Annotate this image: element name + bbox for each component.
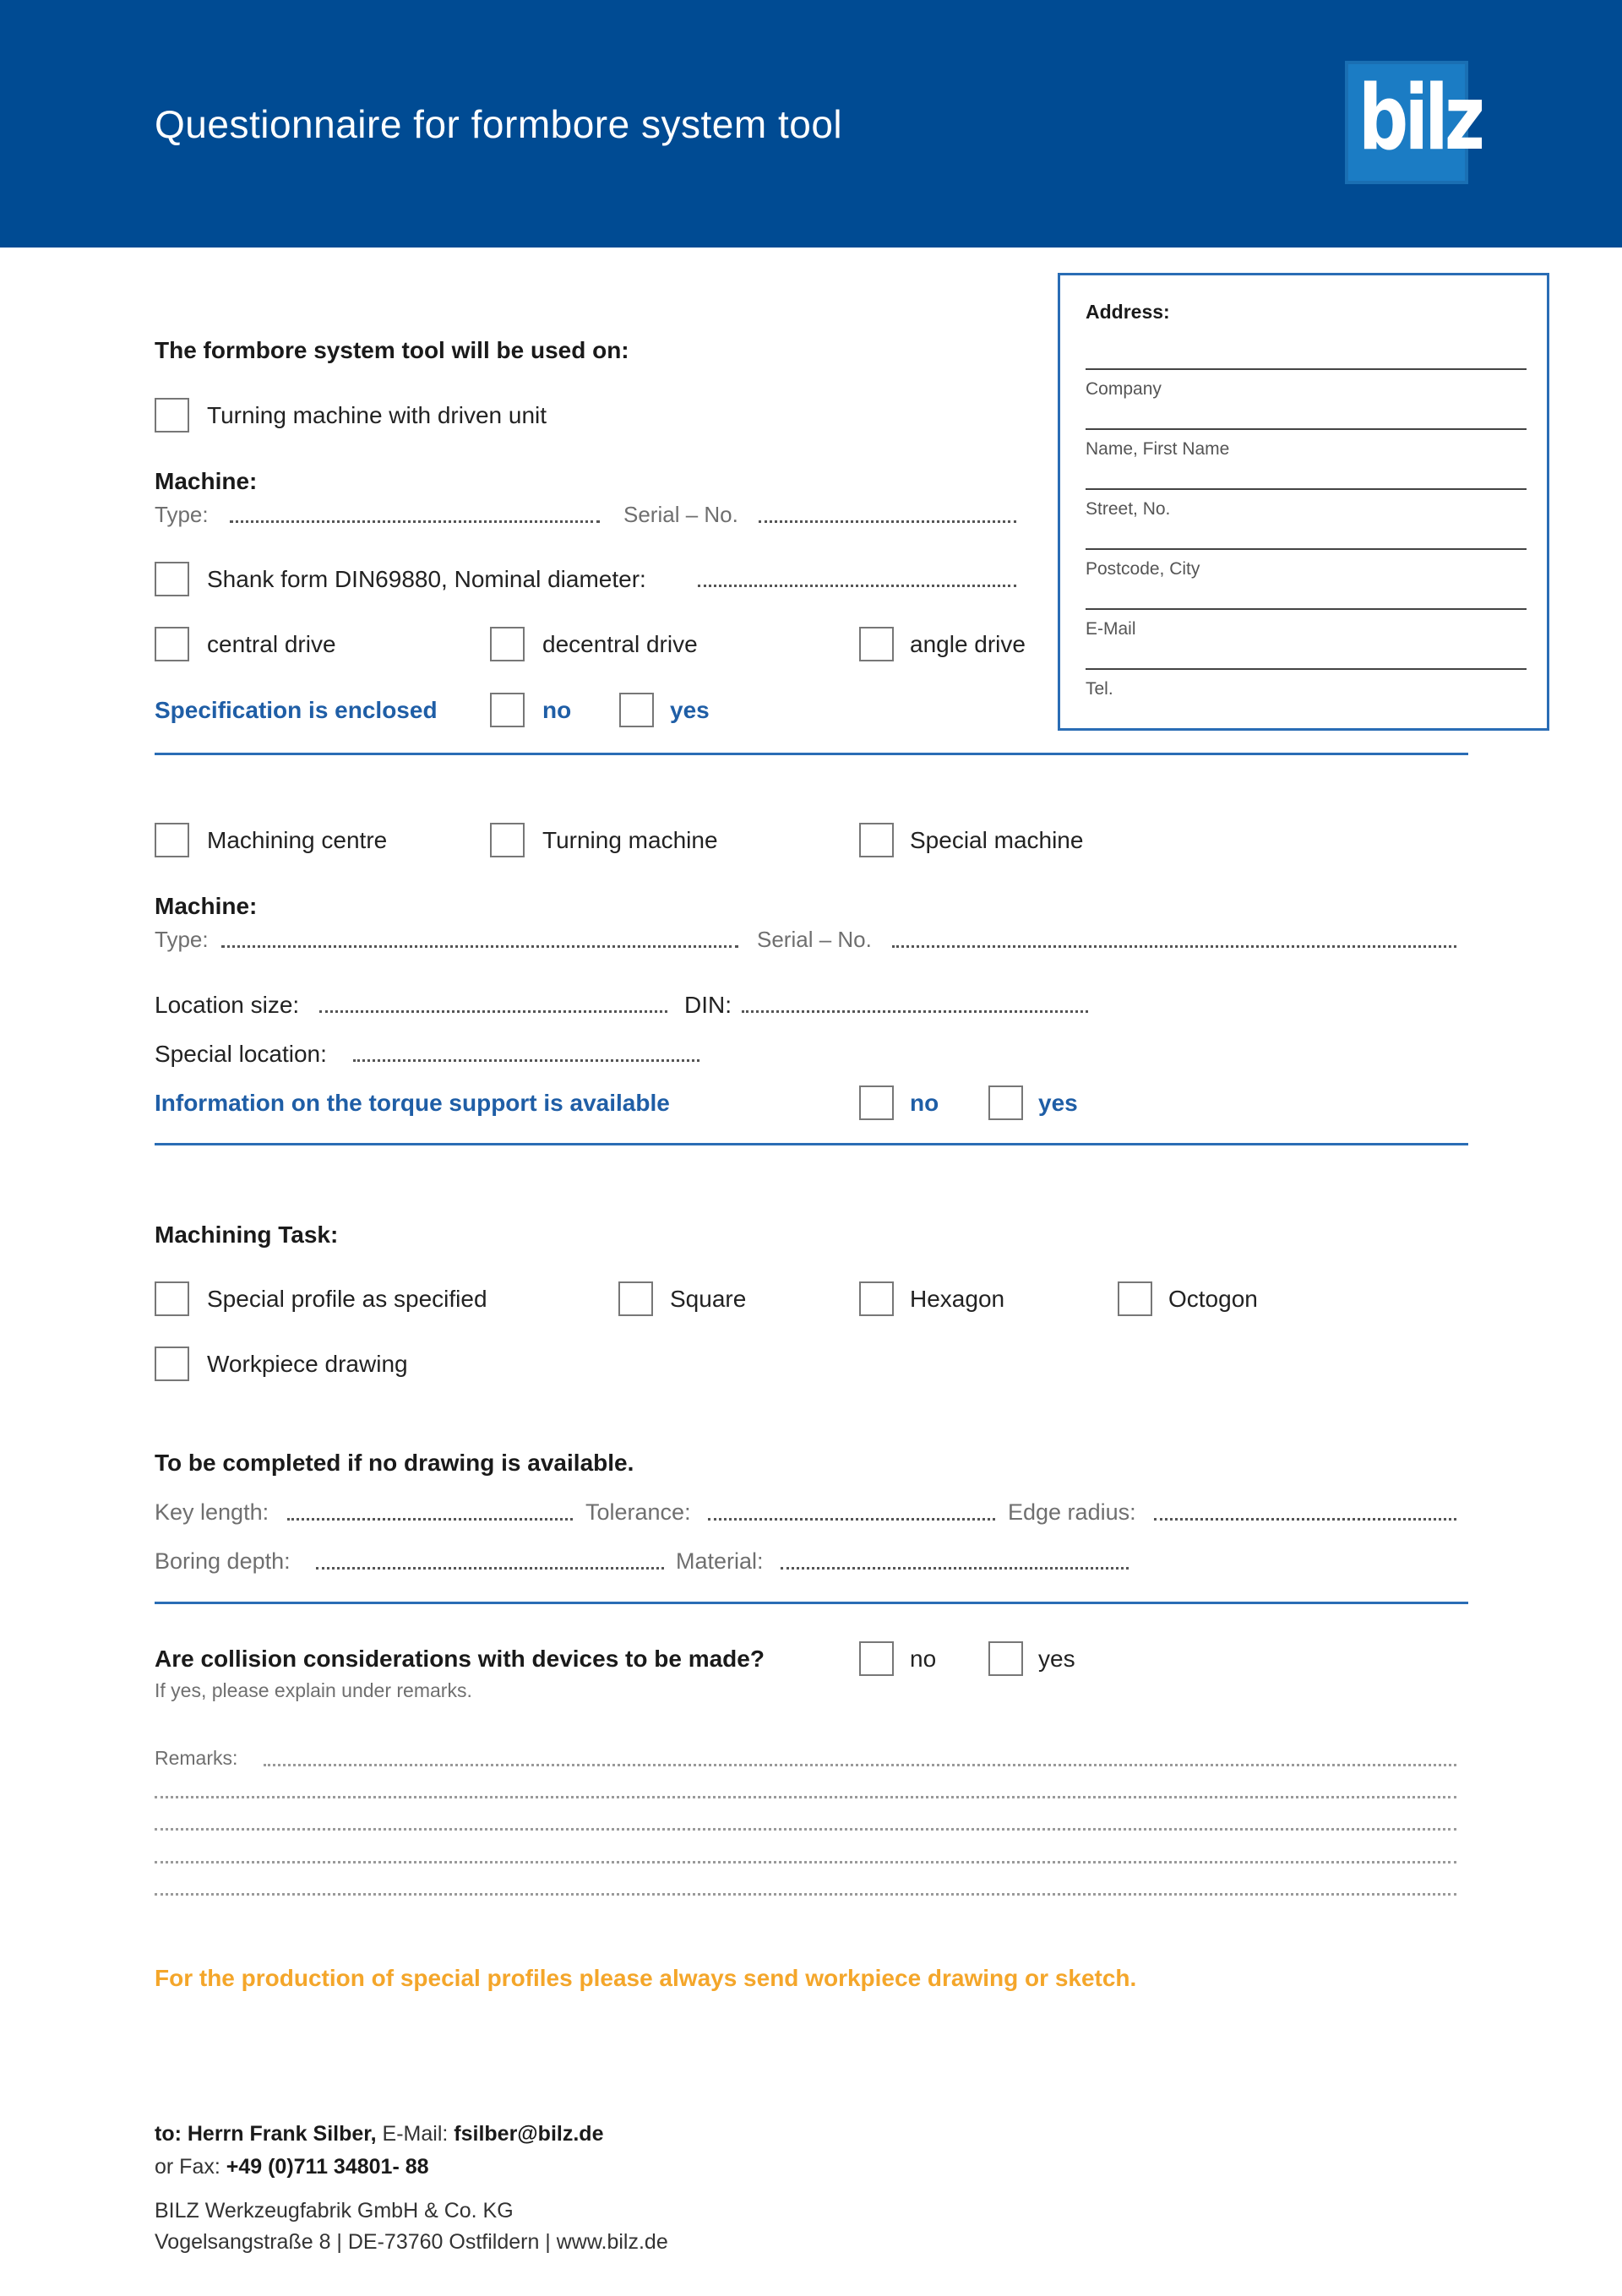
torque-info-label: Information on the torque support is available	[155, 1090, 670, 1116]
usage-heading: The formbore system tool will be used on:	[155, 337, 629, 363]
fax-label: or Fax:	[155, 2155, 220, 2179]
no-drawing-heading: To be completed if no drawing is available.	[155, 1450, 634, 1476]
remarks-line-5[interactable]	[155, 1893, 1456, 1896]
din-label: DIN:	[684, 992, 732, 1018]
edge-radius-label: Edge radius:	[1008, 1499, 1136, 1525]
serial-label-1: Serial – No.	[623, 502, 738, 527]
din-field[interactable]	[742, 1010, 1088, 1013]
material-label: Material:	[676, 1548, 764, 1574]
spec-no-label: no	[542, 697, 572, 723]
contact-name: Herrn Frank Silber,	[187, 2122, 377, 2146]
torque-yes-checkbox[interactable]	[988, 1085, 1023, 1120]
machine-label-2: Machine:	[155, 893, 258, 919]
tel-caption: Tel.	[1086, 679, 1113, 699]
special-location-label: Special location:	[155, 1041, 327, 1067]
company-name: BILZ Werkzeugfabrik GmbH & Co. KG	[155, 2199, 514, 2223]
tel-input[interactable]	[1086, 636, 1530, 668]
serial-field-1[interactable]	[759, 520, 1016, 523]
serial-field-2[interactable]	[892, 945, 1456, 948]
section-divider-3	[155, 1602, 1468, 1604]
torque-no-label: no	[910, 1090, 939, 1116]
central-drive-checkbox[interactable]	[155, 627, 189, 661]
postcode-caption: Postcode, City	[1086, 559, 1200, 579]
special-profile-label: Special profile as specified	[207, 1286, 487, 1312]
postcode-line	[1086, 548, 1527, 550]
to-prefix: to:	[155, 2122, 182, 2146]
octogon-label: Octogon	[1168, 1286, 1258, 1312]
collision-hint: If yes, please explain under remarks.	[155, 1679, 472, 1701]
decentral-drive-label: decentral drive	[542, 631, 698, 657]
street-line	[1086, 488, 1527, 490]
drawing-notice: For the production of special profiles please always send workpiece drawing or sketch.	[155, 1965, 1137, 1991]
section-divider-2	[155, 1143, 1468, 1145]
email-line	[1086, 608, 1527, 610]
octogon-checkbox[interactable]	[1118, 1281, 1152, 1316]
email-input[interactable]	[1086, 576, 1530, 608]
name-input[interactable]	[1086, 396, 1530, 428]
shank-checkbox[interactable]	[155, 562, 189, 596]
angle-drive-checkbox[interactable]	[859, 627, 894, 661]
spec-yes-label: yes	[670, 697, 710, 723]
special-location-field[interactable]	[353, 1059, 699, 1062]
section-divider-1	[155, 753, 1468, 755]
name-line	[1086, 428, 1527, 430]
collision-question: Are collision considerations with devices to be made?	[155, 1646, 765, 1672]
boring-depth-label: Boring depth:	[155, 1548, 291, 1574]
location-size-field[interactable]	[319, 1010, 667, 1013]
material-field[interactable]	[781, 1567, 1129, 1570]
machining-task-heading: Machining Task:	[155, 1221, 339, 1248]
workpiece-drawing-label: Workpiece drawing	[207, 1351, 408, 1377]
turning-machine-label: Turning machine	[542, 827, 718, 853]
email-label: E-Mail:	[382, 2122, 449, 2146]
page-title: Questionnaire for formbore system tool	[155, 102, 843, 146]
turning-driven-checkbox[interactable]	[155, 398, 189, 433]
name-caption: Name, First Name	[1086, 439, 1230, 459]
central-drive-label: central drive	[207, 631, 336, 657]
collision-no-label: no	[910, 1646, 937, 1672]
company-input[interactable]	[1086, 336, 1530, 368]
turning-driven-label: Turning machine with driven unit	[207, 402, 547, 428]
special-profile-checkbox[interactable]	[155, 1281, 189, 1316]
company-line	[1086, 368, 1527, 370]
street-input[interactable]	[1086, 456, 1530, 488]
type-field-2[interactable]	[221, 945, 738, 948]
special-machine-label: Special machine	[910, 827, 1084, 853]
remarks-line-2[interactable]	[155, 1796, 1456, 1798]
tel-line	[1086, 668, 1527, 670]
fax-number: +49 (0)711 34801- 88	[226, 2155, 429, 2179]
torque-yes-label: yes	[1038, 1090, 1078, 1116]
type-field-1[interactable]	[230, 520, 600, 523]
machining-centre-checkbox[interactable]	[155, 823, 189, 857]
torque-no-checkbox[interactable]	[859, 1085, 894, 1120]
nominal-diameter-field[interactable]	[698, 585, 1016, 587]
edge-radius-field[interactable]	[1154, 1518, 1456, 1521]
key-length-label: Key length:	[155, 1499, 269, 1525]
shank-label: Shank form DIN69880, Nominal diameter:	[207, 566, 646, 592]
decentral-drive-checkbox[interactable]	[490, 627, 525, 661]
street-caption: Street, No.	[1086, 499, 1171, 519]
spec-enclosed-label: Specification is enclosed	[155, 697, 438, 723]
logo-text: bilz	[1358, 66, 1482, 170]
boring-depth-field[interactable]	[316, 1567, 664, 1570]
tolerance-label: Tolerance:	[585, 1499, 691, 1525]
postcode-input[interactable]	[1086, 516, 1530, 548]
hexagon-label: Hexagon	[910, 1286, 1005, 1312]
company-address: Vogelsangstraße 8 | DE-73760 Ostfildern | www.bilz.de	[155, 2230, 668, 2254]
remarks-line-1[interactable]	[264, 1764, 1456, 1766]
machine-label-1: Machine:	[155, 468, 258, 494]
address-box	[1058, 273, 1549, 731]
square-label: Square	[670, 1286, 747, 1312]
remarks-line-4[interactable]	[155, 1861, 1456, 1863]
special-machine-checkbox[interactable]	[859, 823, 894, 857]
type-label-1: Type:	[155, 502, 209, 527]
angle-drive-label: angle drive	[910, 631, 1026, 657]
machining-centre-label: Machining centre	[207, 827, 388, 853]
contact-line	[155, 2122, 603, 2146]
spec-no-checkbox[interactable]	[490, 693, 525, 727]
spec-yes-checkbox[interactable]	[619, 693, 654, 727]
collision-yes-checkbox[interactable]	[988, 1641, 1023, 1676]
serial-label-2: Serial – No.	[757, 927, 872, 952]
fax-line	[155, 2155, 429, 2179]
company-caption: Company	[1086, 379, 1162, 399]
hexagon-checkbox[interactable]	[859, 1281, 894, 1316]
collision-yes-label: yes	[1038, 1646, 1075, 1672]
collision-no-checkbox[interactable]	[859, 1641, 894, 1676]
remarks-line-3[interactable]	[155, 1828, 1456, 1831]
square-checkbox[interactable]	[618, 1281, 653, 1316]
email-caption: E-Mail	[1086, 619, 1136, 639]
tolerance-field[interactable]	[708, 1518, 995, 1521]
type-label-2: Type:	[155, 927, 209, 952]
location-size-label: Location size:	[155, 992, 300, 1018]
contact-email-link[interactable]: fsilber@bilz.de	[454, 2122, 604, 2146]
bilz-logo	[1345, 61, 1482, 184]
workpiece-drawing-checkbox[interactable]	[155, 1347, 189, 1381]
key-length-field[interactable]	[287, 1518, 573, 1521]
header-banner	[0, 0, 1622, 248]
address-heading: Address:	[1086, 301, 1170, 323]
remarks-label: Remarks:	[155, 1747, 238, 1769]
turning-machine-checkbox[interactable]	[490, 823, 525, 857]
